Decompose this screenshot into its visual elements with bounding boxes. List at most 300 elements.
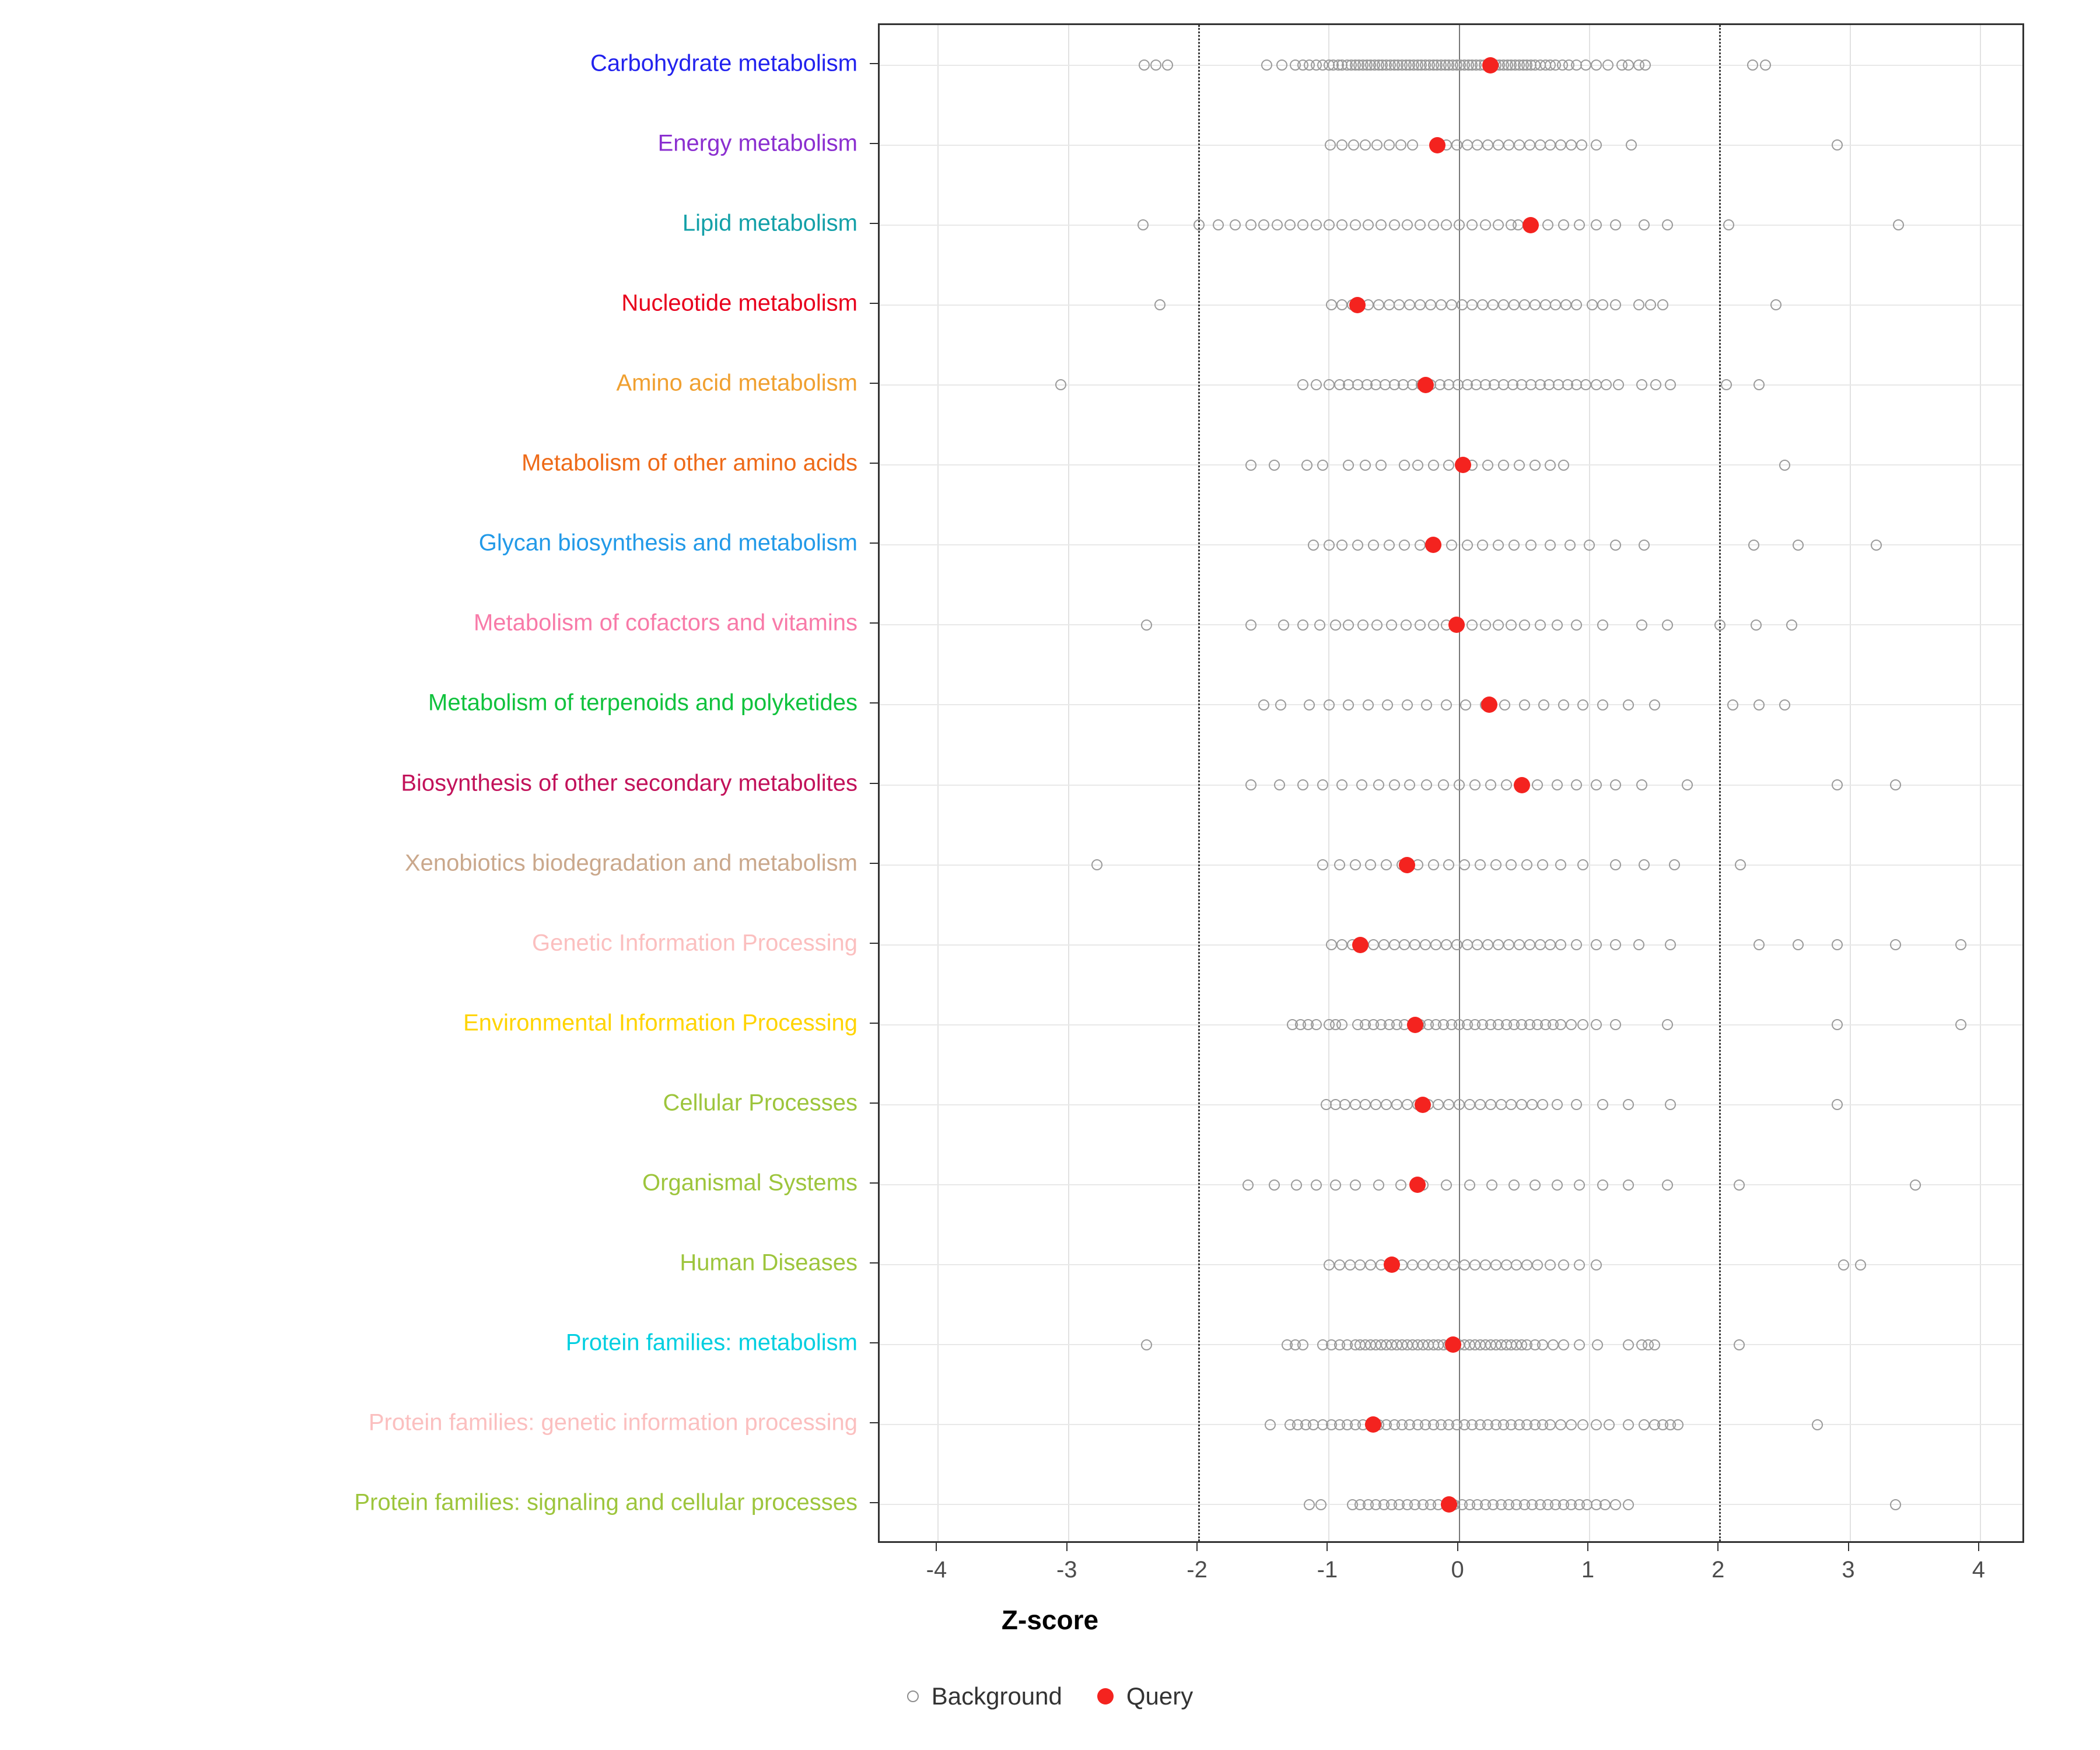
background-point [1301, 460, 1312, 471]
background-point [1591, 219, 1602, 230]
background-point [1832, 1099, 1843, 1110]
background-point [1230, 219, 1241, 230]
background-point [1274, 779, 1285, 790]
background-point [1311, 379, 1322, 390]
background-point [1537, 1339, 1548, 1350]
y-tick-mark [870, 542, 878, 544]
plot-area [878, 23, 2024, 1543]
x-tick-mark [1066, 1543, 1068, 1551]
background-point [1345, 1259, 1356, 1270]
background-point [1245, 219, 1256, 230]
background-point [1508, 299, 1520, 310]
background-point [1425, 299, 1436, 310]
background-point [1401, 620, 1412, 631]
background-point [1636, 379, 1647, 390]
background-point [1373, 299, 1384, 310]
background-point [1770, 299, 1782, 310]
background-point [1786, 620, 1797, 631]
category-label: Environmental Information Processing [463, 1010, 858, 1036]
background-point [1261, 60, 1272, 71]
x-tick-mark [1326, 1543, 1328, 1551]
background-point [1420, 939, 1431, 950]
background-point [1343, 699, 1354, 710]
background-point [1441, 699, 1452, 710]
background-point [1893, 219, 1904, 230]
background-point [1459, 859, 1470, 870]
y-tick-mark [870, 143, 878, 144]
background-point [1519, 699, 1530, 710]
x-tick-mark [1978, 1543, 1979, 1551]
background-point [1384, 540, 1395, 551]
background-point [1376, 219, 1387, 230]
background-point [1558, 1259, 1569, 1270]
category-label: Protein families: genetic information processing [368, 1409, 858, 1436]
background-point [1384, 299, 1395, 310]
background-point [1577, 699, 1588, 710]
background-point [1475, 859, 1486, 870]
background-point [1571, 779, 1582, 790]
background-point [1415, 540, 1426, 551]
background-point [1368, 939, 1379, 950]
background-point [1311, 219, 1322, 230]
query-point [1418, 377, 1434, 393]
background-point [1297, 379, 1308, 390]
y-tick-mark [870, 622, 878, 624]
y-tick-mark [870, 1023, 878, 1024]
background-point [1317, 460, 1328, 471]
background-point [1407, 139, 1418, 150]
background-point [1441, 219, 1452, 230]
category-label: Organismal Systems [642, 1170, 858, 1196]
gridline-vertical [937, 25, 939, 1541]
background-point [1591, 1419, 1602, 1430]
category-label: Energy metabolism [657, 130, 858, 156]
background-point [1610, 939, 1621, 950]
background-point [1576, 139, 1587, 150]
x-tick-label: 0 [1451, 1557, 1464, 1583]
gridline-vertical [1980, 25, 1981, 1541]
background-point [1662, 219, 1673, 230]
background-point [1560, 299, 1572, 310]
background-point [1311, 1019, 1322, 1030]
background-point [1336, 779, 1348, 790]
background-point [1587, 299, 1598, 310]
background-point [1555, 139, 1566, 150]
background-point [1336, 139, 1348, 150]
background-point [1793, 939, 1804, 950]
query-point [1445, 1336, 1461, 1353]
background-point [1415, 299, 1426, 310]
background-point [1552, 1180, 1563, 1191]
query-point [1522, 217, 1539, 233]
y-tick-mark [870, 1182, 878, 1184]
background-point [1779, 460, 1790, 471]
background-point [1890, 1499, 1901, 1510]
background-point [1519, 620, 1530, 631]
background-point [1330, 1180, 1341, 1191]
background-point [1532, 779, 1543, 790]
gridline-vertical [1328, 25, 1329, 1541]
background-point [1574, 1259, 1585, 1270]
background-point [1530, 1180, 1541, 1191]
background-point [1623, 1419, 1634, 1430]
background-point [1626, 139, 1637, 150]
background-point [1558, 460, 1569, 471]
background-point [1317, 859, 1328, 870]
background-point [1469, 779, 1480, 790]
background-point [1558, 699, 1569, 710]
legend-item [907, 1681, 1062, 1710]
background-point [1610, 540, 1621, 551]
background-point [1597, 299, 1608, 310]
background-point [1524, 139, 1535, 150]
background-point [1138, 219, 1149, 230]
background-point [1360, 460, 1371, 471]
background-point [1480, 1259, 1491, 1270]
background-point [1373, 779, 1384, 790]
background-point [1356, 779, 1367, 790]
background-point [1297, 219, 1308, 230]
legend-label: Query [1126, 1682, 1194, 1710]
background-point [1381, 1099, 1392, 1110]
background-point [1727, 699, 1738, 710]
background-point [1639, 219, 1650, 230]
background-point [1466, 219, 1478, 230]
background-point [1363, 699, 1374, 710]
background-point [1662, 620, 1673, 631]
background-point [1399, 939, 1410, 950]
query-point [1482, 57, 1499, 74]
background-point [1415, 620, 1426, 631]
background-point [1516, 1099, 1527, 1110]
background-point [1472, 139, 1483, 150]
background-point [1571, 299, 1582, 310]
background-point [1530, 299, 1541, 310]
background-point [1326, 939, 1337, 950]
background-point [1373, 1180, 1384, 1191]
background-point [1421, 699, 1432, 710]
background-point [1402, 1099, 1413, 1110]
background-point [1832, 1019, 1843, 1030]
background-point [1538, 699, 1549, 710]
background-point [1508, 540, 1520, 551]
query-point [1429, 137, 1446, 153]
background-point [1535, 939, 1546, 950]
background-point [1378, 939, 1390, 950]
background-point [1537, 859, 1548, 870]
background-point [1139, 60, 1150, 71]
background-point [1402, 699, 1413, 710]
y-tick-mark [870, 303, 878, 304]
query-point [1409, 1177, 1426, 1193]
background-point [1486, 1180, 1497, 1191]
background-point [1409, 939, 1420, 950]
background-point [1490, 859, 1502, 870]
background-point [1460, 699, 1471, 710]
background-point [1350, 219, 1361, 230]
background-point [1304, 1499, 1315, 1510]
background-point [1545, 1419, 1556, 1430]
background-point [1454, 219, 1465, 230]
query-point [1415, 1097, 1431, 1113]
background-point [1317, 779, 1328, 790]
background-point [1545, 939, 1556, 950]
background-point [1334, 1259, 1345, 1270]
background-point [1488, 299, 1499, 310]
background-point [1501, 1259, 1512, 1270]
background-point [1389, 779, 1400, 790]
background-point [1532, 1259, 1543, 1270]
background-point [1649, 699, 1660, 710]
background-point [1535, 139, 1546, 150]
background-point [1604, 1419, 1615, 1430]
background-point [1571, 939, 1582, 950]
background-point [1657, 299, 1668, 310]
y-tick-mark [870, 1422, 878, 1423]
background-point [1334, 859, 1345, 870]
legend-background-marker-icon [907, 1690, 919, 1702]
background-point [1734, 1180, 1745, 1191]
background-point [1343, 460, 1354, 471]
background-point [1443, 460, 1454, 471]
background-point [1324, 379, 1335, 390]
y-tick-mark [870, 1262, 878, 1264]
background-point [1477, 299, 1488, 310]
category-label: Metabolism of terpenoids and polyketides [428, 690, 858, 716]
background-point [1324, 219, 1335, 230]
x-tick-mark [1717, 1543, 1718, 1551]
background-point [1245, 620, 1256, 631]
background-point [1662, 1019, 1673, 1030]
category-label: Cellular Processes [663, 1090, 858, 1116]
background-point [1438, 1259, 1449, 1270]
background-point [1623, 1339, 1634, 1350]
query-point [1448, 617, 1465, 633]
query-point [1352, 937, 1368, 953]
background-point [1521, 859, 1532, 870]
background-point [1428, 620, 1439, 631]
background-point [1584, 540, 1595, 551]
background-point [1751, 620, 1762, 631]
background-point [1623, 60, 1634, 71]
reference-line [1719, 25, 1721, 1541]
background-point [1503, 939, 1514, 950]
background-point [1550, 299, 1561, 310]
background-point [1574, 219, 1585, 230]
background-point [1592, 1339, 1603, 1350]
background-point [1645, 299, 1656, 310]
background-point [1558, 1339, 1569, 1350]
background-point [1552, 620, 1563, 631]
background-point [1265, 1419, 1276, 1430]
background-point [1545, 1259, 1556, 1270]
background-point [1672, 1419, 1684, 1430]
background-point [1754, 379, 1765, 390]
background-point [1150, 60, 1161, 71]
category-label: Metabolism of cofactors and vitamins [473, 610, 858, 636]
background-point [1650, 379, 1661, 390]
background-point [1633, 299, 1644, 310]
background-point [1591, 60, 1602, 71]
background-point [1245, 779, 1256, 790]
background-point [1376, 460, 1387, 471]
background-point [1530, 460, 1541, 471]
background-point [1350, 1099, 1361, 1110]
query-point [1455, 457, 1471, 473]
background-point [1555, 1019, 1566, 1030]
background-point [1446, 540, 1457, 551]
background-point [1475, 1099, 1486, 1110]
gridline-vertical [1068, 25, 1069, 1541]
background-point [1336, 219, 1348, 230]
background-point [1404, 299, 1415, 310]
background-point [1276, 60, 1287, 71]
background-point [1428, 460, 1439, 471]
background-point [1519, 299, 1530, 310]
x-tick-label: -1 [1317, 1557, 1338, 1583]
background-point [1457, 299, 1468, 310]
background-point [1324, 540, 1335, 551]
background-point [1407, 1259, 1418, 1270]
gridline-horizontal [880, 785, 2022, 786]
background-point [1162, 60, 1173, 71]
background-point [1955, 939, 1966, 950]
query-point [1349, 297, 1366, 313]
background-point [1623, 699, 1634, 710]
background-point [1566, 1019, 1577, 1030]
background-point [1521, 1259, 1532, 1270]
background-point [1723, 219, 1734, 230]
background-point [1636, 620, 1647, 631]
background-point [1371, 620, 1382, 631]
y-tick-mark [870, 463, 878, 464]
background-point [1552, 779, 1563, 790]
background-point [1511, 1259, 1522, 1270]
background-point [1639, 859, 1650, 870]
query-point [1441, 1496, 1457, 1513]
background-point [1610, 219, 1621, 230]
query-point [1399, 857, 1415, 873]
background-point [1514, 460, 1525, 471]
background-point [1602, 60, 1614, 71]
background-point [1890, 779, 1901, 790]
background-point [1464, 1180, 1475, 1191]
background-point [1591, 779, 1602, 790]
background-point [1601, 379, 1612, 390]
background-point [1482, 460, 1493, 471]
background-point [1793, 540, 1804, 551]
background-point [1324, 699, 1335, 710]
background-point [1371, 139, 1382, 150]
background-point [1141, 620, 1152, 631]
background-point [1564, 540, 1576, 551]
background-point [1415, 219, 1426, 230]
background-point [1600, 1499, 1611, 1510]
y-tick-mark [870, 63, 878, 64]
reference-line [1198, 25, 1200, 1541]
background-point [1506, 1099, 1517, 1110]
background-point [1832, 139, 1843, 150]
background-point [1537, 1099, 1548, 1110]
background-point [1055, 379, 1066, 390]
category-label: Human Diseases [680, 1250, 858, 1276]
background-point [1506, 859, 1517, 870]
background-point [1466, 299, 1478, 310]
background-point [1278, 620, 1289, 631]
background-point [1336, 299, 1348, 310]
background-point [1402, 219, 1413, 230]
background-point [1506, 620, 1517, 631]
background-point [1428, 219, 1439, 230]
y-tick-mark [870, 383, 878, 384]
background-point [1443, 859, 1454, 870]
background-point [1613, 379, 1624, 390]
background-point [1454, 1099, 1465, 1110]
y-tick-mark [870, 1342, 878, 1343]
y-tick-mark [870, 863, 878, 864]
gridline-vertical [1850, 25, 1851, 1541]
category-label: Glycan biosynthesis and metabolism [478, 530, 858, 556]
background-point [1498, 460, 1509, 471]
background-point [1591, 139, 1602, 150]
background-point [1871, 540, 1882, 551]
category-label: Amino acid metabolism [616, 370, 858, 396]
background-point [1639, 540, 1650, 551]
background-point [1747, 60, 1758, 71]
legend-item [1097, 1681, 1193, 1710]
background-point [1360, 1099, 1371, 1110]
background-point [1314, 620, 1325, 631]
background-point [1324, 1259, 1335, 1270]
category-label: Carbohydrate metabolism [590, 50, 858, 76]
x-tick-mark [1457, 1543, 1458, 1551]
background-point [1339, 1099, 1350, 1110]
background-point [1779, 699, 1790, 710]
background-point [1368, 540, 1379, 551]
background-point [1760, 60, 1771, 71]
background-point [1399, 540, 1410, 551]
background-point [1336, 939, 1348, 950]
background-point [1365, 1259, 1376, 1270]
background-point [1242, 1180, 1254, 1191]
background-point [1890, 939, 1901, 950]
background-point [1154, 299, 1166, 310]
background-point [1577, 1019, 1588, 1030]
background-point [1545, 139, 1556, 150]
background-point [1721, 379, 1732, 390]
background-point [1343, 620, 1354, 631]
background-point [1350, 859, 1361, 870]
background-point [1633, 939, 1644, 950]
x-tick-mark [1848, 1543, 1849, 1551]
background-point [1428, 1259, 1439, 1270]
background-point [1304, 699, 1315, 710]
x-tick-mark [936, 1543, 937, 1551]
background-point [1636, 779, 1647, 790]
background-point [1571, 1099, 1582, 1110]
background-point [1555, 859, 1566, 870]
background-point [1591, 1259, 1602, 1270]
background-point [1091, 859, 1102, 870]
background-point [1448, 1259, 1460, 1270]
x-tick-mark [1196, 1543, 1198, 1551]
x-tick-label: -3 [1056, 1557, 1077, 1583]
background-point [1566, 1419, 1577, 1430]
background-point [1610, 859, 1621, 870]
background-point [1365, 859, 1376, 870]
background-point [1855, 1259, 1866, 1270]
query-point [1407, 1017, 1423, 1033]
